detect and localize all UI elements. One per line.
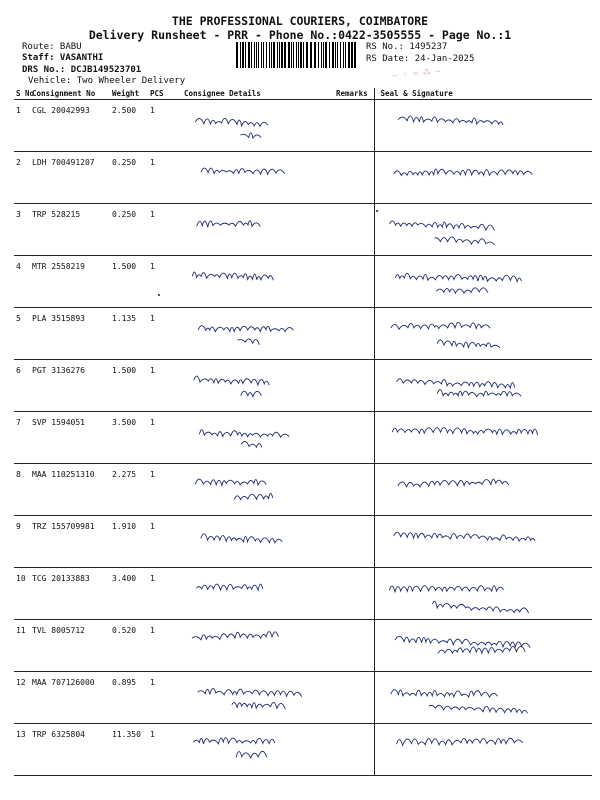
barcode-bar <box>269 42 270 68</box>
receiver-handwriting <box>381 470 591 471</box>
cell-pcs: 1 <box>148 204 182 256</box>
receiver-handwriting <box>381 418 591 419</box>
table-row <box>14 308 592 360</box>
cell-seal-signature <box>374 620 592 672</box>
stray-dot <box>376 210 378 212</box>
barcode-bar <box>314 42 316 68</box>
barcode-bar <box>329 42 330 68</box>
table-row <box>14 152 592 204</box>
cell-seal-signature <box>374 308 592 360</box>
cell-pcs: 1 <box>148 464 182 516</box>
barcode-bar <box>245 42 246 68</box>
runsheet-table <box>14 88 592 776</box>
table-row <box>14 360 592 412</box>
cell-weight: 1.500 <box>110 256 148 308</box>
cell-sno: 12 <box>14 672 30 724</box>
cell-seal-signature <box>374 204 592 256</box>
barcode-bar <box>340 42 341 68</box>
cell-consignment-no: PLA 3515893 <box>30 308 110 360</box>
receiver-handwriting <box>381 158 591 159</box>
cell-seal-signature <box>374 516 592 568</box>
consignee-handwriting <box>184 106 332 107</box>
cell-pcs: 1 <box>148 152 182 204</box>
runsheet-title: Delivery Runsheet - PRR - Phone No.:0422-3505555 - Page No.:1 <box>88 28 512 42</box>
consignee-handwriting <box>184 730 332 731</box>
cell-sno: 1 <box>14 100 30 152</box>
cell-remarks <box>334 464 374 516</box>
barcode-bar <box>263 42 264 68</box>
cell-weight: 3.400 <box>110 568 148 620</box>
consignee-handwriting <box>184 314 332 315</box>
barcode-bar <box>242 42 244 68</box>
barcode-bar <box>288 42 290 68</box>
consignee-handwriting <box>184 418 332 419</box>
drs-number: DRS No.: DCJB149523701 <box>22 65 142 75</box>
cell-consignee-signature <box>182 568 334 620</box>
cell-sno: 8 <box>14 464 30 516</box>
barcode-bar <box>303 42 304 68</box>
staff-label: Staff: VASANTHI <box>22 53 104 63</box>
barcode-bar <box>279 42 280 68</box>
cell-consignment-no: TRP 6325804 <box>30 724 110 776</box>
barcode-bar <box>240 42 241 68</box>
cell-weight: 1.135 <box>110 308 148 360</box>
barcode-bar <box>293 42 294 68</box>
cell-remarks <box>334 256 374 308</box>
consignee-handwriting <box>184 522 332 523</box>
barcode-bar <box>300 42 302 68</box>
cell-consignment-no: PGT 3136276 <box>30 360 110 412</box>
cell-consignment-no: TRP 528215 <box>30 204 110 256</box>
rs-number: RS No.: 1495237 <box>366 42 448 52</box>
cell-consignee-signature <box>182 412 334 464</box>
cell-sno: 11 <box>14 620 30 672</box>
table-row <box>14 620 592 672</box>
cell-weight: 0.520 <box>110 620 148 672</box>
cell-pcs: 1 <box>148 256 182 308</box>
cell-pcs: 1 <box>148 308 182 360</box>
col-consignment: Consignment No <box>30 88 110 100</box>
cell-consignee-signature <box>182 516 334 568</box>
cell-consignment-no: LDH 700491207 <box>30 152 110 204</box>
col-sno: S No <box>16 89 35 98</box>
cell-consignee-signature <box>182 724 334 776</box>
barcode-bar <box>261 42 262 68</box>
cell-pcs: 1 <box>148 672 182 724</box>
table-body <box>14 100 592 776</box>
cell-sno: 10 <box>14 568 30 620</box>
barcode-bar <box>306 42 308 68</box>
cell-consignment-no: MAA 707126000 <box>30 672 110 724</box>
barcode-bar <box>354 42 356 68</box>
barcode-bar <box>277 42 278 68</box>
receiver-handwriting <box>381 210 591 211</box>
barcode-bar <box>351 42 353 68</box>
cell-remarks <box>334 360 374 412</box>
barcode-bar <box>298 42 299 68</box>
consignee-handwriting <box>184 158 332 159</box>
receiver-handwriting <box>381 522 591 523</box>
cell-weight: 3.500 <box>110 412 148 464</box>
faint-stamp-mark: ~ ⁘ ≈ ⁂ ~ <box>391 66 441 81</box>
barcode-bar <box>284 42 286 68</box>
cell-pcs: 1 <box>148 360 182 412</box>
stray-dot <box>158 294 160 296</box>
cell-remarks <box>334 100 374 152</box>
cell-consignee-signature <box>182 100 334 152</box>
barcode-bar <box>325 42 327 68</box>
barcode-bar <box>236 42 238 68</box>
barcode-bar <box>323 42 324 68</box>
vehicle-label: Vehicle: Two Wheeler Delivery <box>28 76 186 86</box>
consignee-handwriting <box>184 210 332 211</box>
cell-weight: 0.250 <box>110 152 148 204</box>
cell-seal-signature <box>374 464 592 516</box>
table-row <box>14 204 592 256</box>
barcode-bar <box>335 42 336 68</box>
table-row <box>14 464 592 516</box>
barcode-bar <box>256 42 257 68</box>
cell-pcs: 1 <box>148 100 182 152</box>
cell-consignment-no: TVL 8005712 <box>30 620 110 672</box>
consignee-handwriting <box>184 678 332 679</box>
cell-consignee-signature <box>182 672 334 724</box>
cell-remarks <box>334 568 374 620</box>
barcode-bar <box>251 42 252 68</box>
company-title: THE PROFESSIONAL COURIERS, COIMBATORE <box>171 14 429 28</box>
receiver-handwriting <box>381 314 591 315</box>
cell-consignee-signature <box>182 464 334 516</box>
barcode-bar <box>337 42 338 68</box>
cell-weight: 2.500 <box>110 100 148 152</box>
cell-consignment-no: TRZ 155709981 <box>30 516 110 568</box>
consignee-handwriting <box>184 262 332 263</box>
barcode-bar <box>266 42 267 68</box>
receiver-handwriting <box>381 262 591 263</box>
col-consignee: Consignee Details <box>182 88 334 100</box>
cell-consignee-signature <box>182 360 334 412</box>
receiver-handwriting <box>381 626 591 627</box>
barcode-bar <box>271 42 272 68</box>
table-row <box>14 100 592 152</box>
cell-pcs: 1 <box>148 516 182 568</box>
cell-sno: 3 <box>14 204 30 256</box>
cell-consignee-signature <box>182 308 334 360</box>
cell-consignment-no: MTR 2558219 <box>30 256 110 308</box>
barcode-bar <box>281 42 283 68</box>
cell-consignee-signature <box>182 256 334 308</box>
cell-remarks <box>334 412 374 464</box>
cell-consignee-signature <box>182 152 334 204</box>
receiver-handwriting <box>381 678 591 679</box>
cell-weight: 2.275 <box>110 464 148 516</box>
cell-consignment-no: CGL 20042993 <box>30 100 110 152</box>
cell-seal-signature <box>374 100 592 152</box>
barcode-bar <box>258 42 259 68</box>
cell-seal-signature <box>374 360 592 412</box>
cell-sno: 9 <box>14 516 30 568</box>
barcode-bar <box>348 42 350 68</box>
cell-consignment-no: TCG 20133883 <box>30 568 110 620</box>
route-label: Route: BABU <box>22 42 82 52</box>
barcode-bar <box>343 42 344 68</box>
consignee-handwriting <box>184 626 332 627</box>
table-header-row <box>14 88 592 100</box>
cell-consignee-signature <box>182 620 334 672</box>
cell-sno: 2 <box>14 152 30 204</box>
barcode-bar <box>318 42 319 68</box>
cell-consignee-signature <box>182 204 334 256</box>
barcode-bar <box>332 42 334 68</box>
consignee-handwriting <box>184 470 332 471</box>
cell-seal-signature <box>374 152 592 204</box>
barcode-bar <box>291 42 292 68</box>
cell-sno: 4 <box>14 256 30 308</box>
cell-sno: 13 <box>14 724 30 776</box>
cell-remarks <box>334 516 374 568</box>
cell-sno: 6 <box>14 360 30 412</box>
cell-weight: 0.895 <box>110 672 148 724</box>
barcode-bar <box>321 42 322 68</box>
barcode-bar <box>345 42 346 68</box>
table-row <box>14 256 592 308</box>
cell-remarks <box>334 308 374 360</box>
col-remarks: Remarks <box>334 88 374 100</box>
barcode-bar <box>310 42 312 68</box>
table-row <box>14 412 592 464</box>
rs-date: RS Date: 24-Jan-2025 <box>366 54 475 64</box>
cell-remarks <box>334 152 374 204</box>
barcode-bar <box>254 42 255 68</box>
col-weight: Weight <box>110 88 148 100</box>
barcode-bar <box>296 42 297 68</box>
cell-remarks <box>334 620 374 672</box>
cell-sno: 7 <box>14 412 30 464</box>
receiver-handwriting <box>381 366 591 367</box>
barcode-image <box>236 42 358 68</box>
cell-remarks <box>334 724 374 776</box>
barcode-bar <box>248 42 250 68</box>
col-seal-signature: Seal & Signature <box>374 88 592 100</box>
cell-pcs: 1 <box>148 620 182 672</box>
consignee-handwriting <box>184 574 332 575</box>
cell-remarks <box>334 672 374 724</box>
table-row <box>14 516 592 568</box>
cell-consignment-no: MAA 110251310 <box>30 464 110 516</box>
cell-pcs: 1 <box>148 568 182 620</box>
receiver-handwriting <box>381 574 591 575</box>
consignee-handwriting <box>184 366 332 367</box>
cell-consignment-no: SVP 1594051 <box>30 412 110 464</box>
cell-seal-signature <box>374 724 592 776</box>
barcode-bar <box>273 42 275 68</box>
cell-weight: 1.910 <box>110 516 148 568</box>
cell-remarks <box>334 204 374 256</box>
cell-weight: 11.350 <box>110 724 148 776</box>
cell-pcs: 1 <box>148 724 182 776</box>
table-row <box>14 568 592 620</box>
cell-seal-signature <box>374 412 592 464</box>
receiver-handwriting <box>381 730 591 731</box>
table-row <box>14 724 592 776</box>
receiver-handwriting <box>381 106 591 107</box>
cell-weight: 0.250 <box>110 204 148 256</box>
cell-seal-signature <box>374 256 592 308</box>
cell-weight: 1.500 <box>110 360 148 412</box>
table-row <box>14 672 592 724</box>
cell-seal-signature <box>374 672 592 724</box>
cell-sno: 5 <box>14 308 30 360</box>
cell-pcs: 1 <box>148 412 182 464</box>
col-pcs: PCS <box>148 88 182 100</box>
cell-seal-signature <box>374 568 592 620</box>
